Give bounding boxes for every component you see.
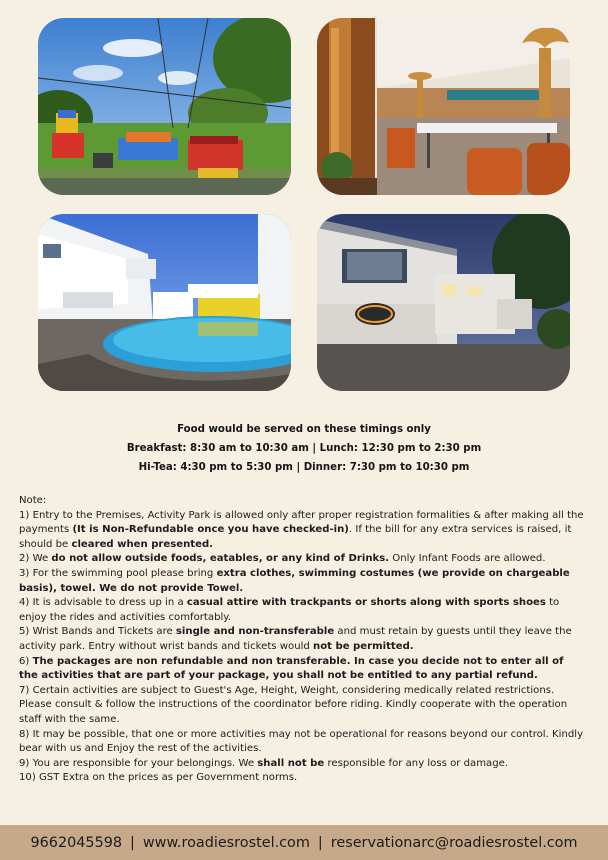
note-segment: not be permitted. xyxy=(313,640,414,652)
footer-phone[interactable]: 9662045598 xyxy=(30,834,123,851)
food-line-1: Breakfast: 8:30 am to 10:30 am | Lunch: 12:30 pm to 2:30 pm xyxy=(126,443,482,454)
note-segment: shall not be xyxy=(257,757,325,769)
note-segment: to enjoy the rides and activities comfortably. xyxy=(19,597,560,623)
note-segment: 8) It may be possible, that one or more activities may not be operational for reasons beyond our control. Kindly bear with us and Enjoy the rest of the activities. xyxy=(19,728,584,755)
building-exterior-photo xyxy=(317,214,570,391)
note-segment: 9) You are responsible for your belongings. We xyxy=(19,757,258,769)
swimming-pool-photo xyxy=(38,214,291,391)
footer-separator: | xyxy=(317,834,323,851)
note-segment: casual attire with trackpants or shorts along with sports shoes xyxy=(186,597,546,609)
note-segment: single and non-transferable xyxy=(175,626,335,638)
note-segment: (It is Non-Refundable once you have checked-in) xyxy=(72,524,349,536)
restaurant-photo xyxy=(317,18,570,195)
note-9 xyxy=(19,757,585,772)
note-1 xyxy=(19,509,585,553)
food-line-2: Hi-Tea: 4:30 pm to 5:30 pm | Dinner: 7:30 pm to 10:30 pm xyxy=(138,462,470,473)
note-segment: and must retain by guests until they leave the activity park. Entry without wrist bands and tickets would xyxy=(19,626,572,652)
food-heading: Food would be served on these timings only xyxy=(177,424,431,435)
note-segment: responsible for any loss or damage. xyxy=(324,757,509,769)
notes-title: Note: xyxy=(19,495,47,506)
note-segment: 6) xyxy=(19,655,33,667)
note-7 xyxy=(19,684,585,728)
notes-section xyxy=(19,494,585,786)
note-10 xyxy=(19,771,585,786)
note-segment: 2) We xyxy=(19,553,52,565)
footer-website[interactable]: www.roadiesrostel.com xyxy=(142,834,310,851)
note-segment: 1) Entry to the Premises, Activity Park is allowed only after proper registration formalities & after making all the payments xyxy=(19,509,584,536)
note-segment: 4) It is advisable to dress up in a xyxy=(19,597,187,609)
note-segment: cleared when presented. xyxy=(71,538,214,550)
footer-contact-bar xyxy=(0,825,608,860)
note-segment: do not allow outside foods, eatables, or any kind of Drinks. xyxy=(51,553,390,565)
note-6 xyxy=(19,655,585,684)
note-2 xyxy=(19,552,585,567)
food-timings xyxy=(0,420,608,477)
note-4 xyxy=(19,596,585,625)
note-segment: 10) GST Extra on the prices as per Government norms. xyxy=(19,772,298,784)
note-segment: 7) Certain activities are subject to Guest's Age, Height, Weight, considering medically related restrictions. Please consult & follow the instructions of the coordinator before riding. Kindly cooperate with the operation staff with the same. xyxy=(19,684,568,725)
footer-separator: | xyxy=(130,834,135,851)
note-segment: Only Infant Foods are allowed. xyxy=(389,553,546,565)
note-segment: 5) Wrist Bands and Tickets are xyxy=(19,626,176,638)
note-5 xyxy=(19,625,585,654)
note-segment: The packages are non refundable and non transferable. In case you decide not to enter all of the activities that are part of your package, you shall not be entitled to any partial refund. xyxy=(19,655,564,682)
note-8 xyxy=(19,728,585,757)
note-segment: extra clothes, swimming costumes (we provide on chargeable basis), towel. We do not provide Towel. xyxy=(19,567,570,594)
activity-park-photo xyxy=(38,18,291,195)
note-segment: . If the bill for any extra services is raised, it should be xyxy=(19,524,572,550)
note-3 xyxy=(19,567,585,596)
note-segment: 3) For the swimming pool please bring xyxy=(19,567,217,579)
footer-email[interactable]: reservationarc@roadiesrostel.com xyxy=(330,834,578,851)
